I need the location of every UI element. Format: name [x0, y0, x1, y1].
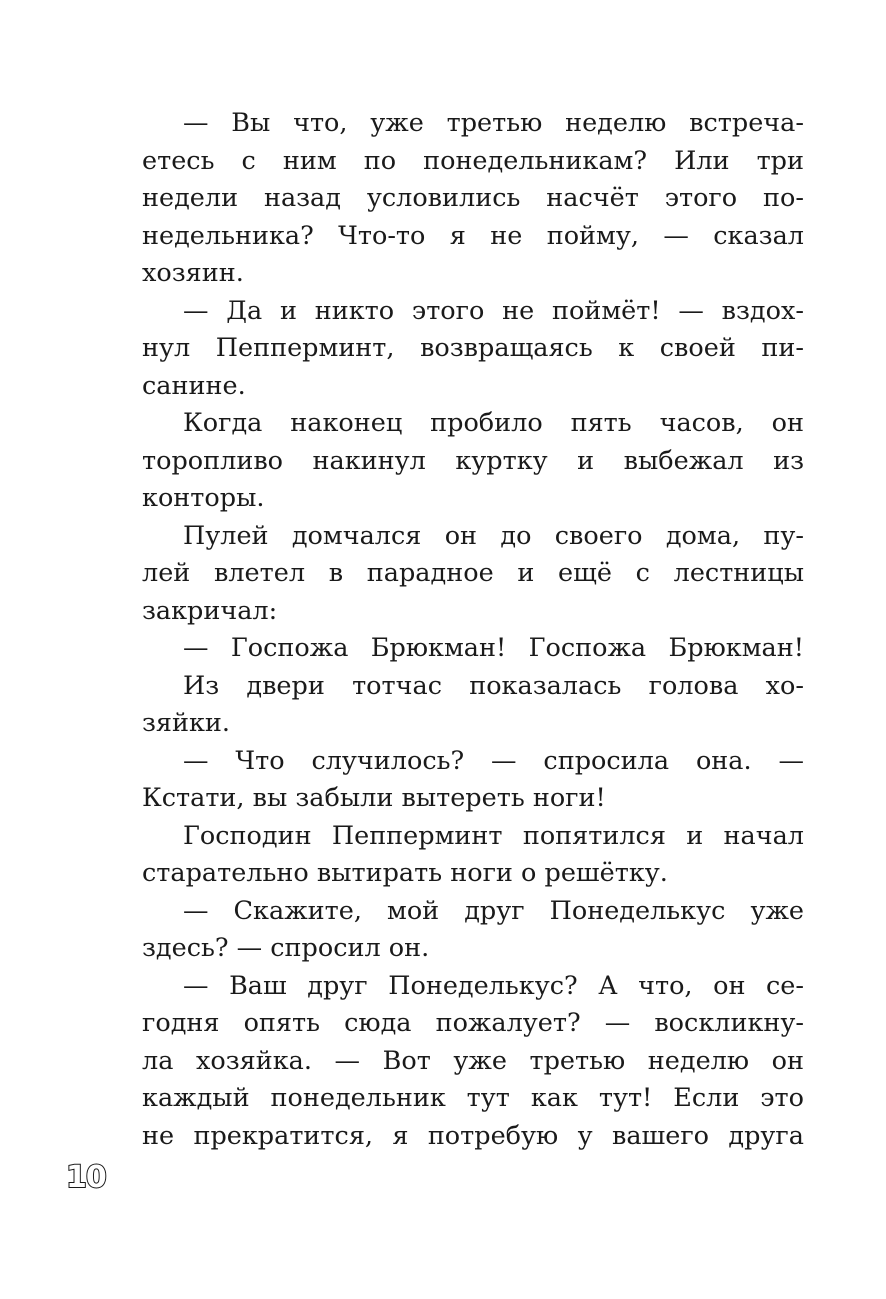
text-line: хозяин. — [142, 258, 244, 288]
text-line: не прекратится, я потребую у вашего друга — [142, 1120, 804, 1151]
text-line: конторы. — [142, 483, 265, 513]
text-line: лей влетел в парадное и ещё с лестницы — [142, 558, 804, 588]
text-line: — Что случилось? — спросила она. — — [183, 745, 804, 776]
text-line: здесь? — спросил он. — [142, 933, 430, 963]
text-line: етесь с ним по понедельникам? Или три — [142, 145, 804, 176]
text-line: — Вы что, уже третью неделю встреча- — [183, 108, 804, 138]
text-line: Пулей домчался он до своего дома, пу- — [183, 520, 804, 551]
text-line: санине. — [142, 370, 246, 401]
text-line: недельника? Что-то я не пойму, — сказал — [142, 220, 804, 251]
text-line: каждый понедельник тут как тут! Если это — [142, 1083, 804, 1113]
text-line: годня опять сюда пожалует? — воскликну- — [142, 1008, 804, 1038]
text-line: — Госпожа Брюкман! Госпожа Брюкман! — [183, 633, 804, 663]
text-line: Кстати, вы забыли вытереть ноги! — [142, 783, 606, 813]
text-line: ла хозяйка. — Вот уже третью неделю он — [142, 1045, 804, 1076]
page-number: 10 — [66, 1160, 106, 1195]
text-line: старательно вытирать ноги о решётку. — [142, 858, 668, 888]
text-line: — Скажите, мой друг Понеделькус уже — [183, 895, 804, 926]
text-line: Господин Пепперминт попятился и начал — [183, 820, 804, 851]
text-line: нул Пепперминт, возвращаясь к своей пи- — [142, 333, 804, 363]
text-line: — Да и никто этого не поймёт! — вздох- — [183, 295, 804, 326]
text-line: недели назад условились насчёт этого по- — [142, 183, 804, 213]
text-line: зяйки. — [142, 708, 231, 738]
text-line: Из двери тотчас показалась голова хо- — [183, 670, 804, 701]
body-text — [142, 105, 804, 1155]
text-line: — Ваш друг Понеделькус? А что, он се- — [183, 970, 804, 1001]
text-line: торопливо накинул куртку и выбежал из — [142, 445, 804, 476]
text-line: закричал: — [142, 595, 278, 626]
text-line: Когда наконец пробило пять часов, он — [183, 408, 804, 438]
